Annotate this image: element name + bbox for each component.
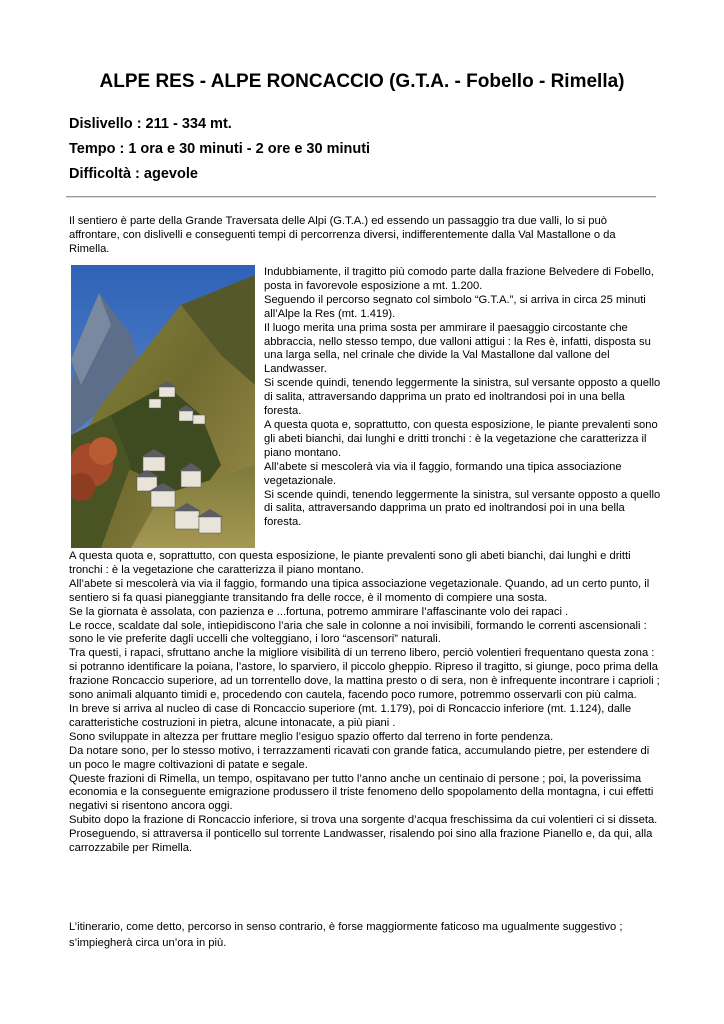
intro-text: Il sentiero è parte della Grande Traversata delle Alpi (G.T.A.) ed essendo un passaggio tra due valli, lo si può affrontare, con dislivelli e conseguenti tempi di percorrenza diversi, indifferentemente dalla Val Mastallone o da Rimella. bbox=[69, 215, 616, 255]
separator-line bbox=[66, 196, 656, 197]
body-paragraph: In breve si arriva al nucleo di case di Roncaccio superiore (mt. 1.179), poi di Roncaccio inferiore (mt. 1.124), dalle caratteristiche costruzioni in pietra, alcune intonacate, a più piani . bbox=[69, 702, 632, 729]
side-text bbox=[264, 266, 664, 530]
body-paragraph: Sono sviluppate in altezza per fruttare meglio l’esiguo spazio offerto dal terreno in forte pendenza. bbox=[69, 730, 554, 743]
page-title: ALPE RES - ALPE RONCACCIO (G.T.A. - Fobello - Rimella) bbox=[99, 71, 625, 92]
walking-time: Tempo : 1 ora e 30 minuti - 2 ore e 30 minuti bbox=[69, 141, 371, 157]
closing-paragraph bbox=[69, 908, 661, 962]
body-paragraph: Proseguendo, si attraversa il ponticello sul torrente Landwasser, risalendo poi sino alla frazione Pianello e, da qui, alla carrozzabile per Rimella. bbox=[69, 828, 653, 855]
side-paragraph: All’abete si mescolerà via via il faggio, formando una tipica associazione vegetazionale. bbox=[264, 460, 622, 487]
mountain-village-photo bbox=[71, 265, 255, 548]
side-paragraph: Indubbiamente, il tragitto più comodo parte dalla frazione Belvedere di Fobello, posta in favorevole esposizione a mt. 1.200. bbox=[264, 266, 654, 292]
body-paragraph: Queste frazioni di Rimella, un tempo, ospitavano per tutto l’anno anche un centinaio di persone ; poi, la poverissima economia e la conseguente emigrazione produssero il triste fenomeno dello spopolamento della montagna, i cui effetti negativi si risentono ancora oggi. bbox=[69, 772, 654, 813]
closing-text: L’itinerario, come detto, percorso in senso contrario, è forse maggiormente faticoso ma ugualmente suggestivo ; s’impiegherà circa un’ora in più. bbox=[69, 921, 623, 950]
body-paragraph: Se la giornata è assolata, con pazienza e ...fortuna, potremo ammirare l’affascinante volo dei rapaci . bbox=[69, 605, 569, 618]
body-paragraph: A questa quota e, soprattutto, con questa esposizione, le piante prevalenti sono gli abeti bianchi, dai lunghi e dritti tronchi : è la vegetazione che caratterizza il piano montano. bbox=[69, 550, 631, 576]
side-paragraph: Seguendo il percorso segnato col simbolo “G.T.A.”, si arriva in circa 25 minuti all’Alpe la Res (mt. 1.419). bbox=[264, 293, 646, 320]
route-info bbox=[69, 112, 370, 187]
body-paragraph: Subito dopo la frazione di Roncaccio inferiore, si trova una sorgente d’acqua freschissima da cui volentieri ci si disseta. bbox=[69, 814, 658, 827]
body-paragraph: Le rocce, scaldate dal sole, intiepidiscono l’aria che sale in colonne a noi invisibili, formando le correnti ascensionali : sono le vie preferite dagli uccelli che volteggiano, i loro “ascensori” naturali. bbox=[69, 619, 647, 646]
side-paragraph: Si scende quindi, tenendo leggermente la sinistra, sul versante opposto a quello di salita, attraversando dapprima un prato ed inoltrandosi poi in una bella foresta. bbox=[264, 488, 661, 529]
body-paragraph: All’abete si mescolerà via via il faggio, formando una tipica associazione vegetazionale. Quando, ad un certo punto, il sentiero si fa quasi pianeggiante transitando fra delle rocce, è il momento di compiere una sosta. bbox=[69, 577, 650, 604]
intro-paragraph bbox=[69, 214, 659, 256]
difficulty: Difficoltà : agevole bbox=[69, 166, 198, 182]
body-paragraph: Da notare sono, per lo stesso motivo, i terrazzamenti ricavati con grande fatica, accumulando pietre, per estendere di un poco le magre coltivazioni di patate e segale. bbox=[69, 744, 650, 771]
side-paragraph: A questa quota e, soprattutto, con questa esposizione, le piante prevalenti sono gli abeti bianchi, dai lunghi e dritti tronchi : è la vegetazione che caratterizza il piano montano. bbox=[264, 418, 658, 459]
side-paragraph: Si scende quindi, tenendo leggermente la sinistra, sul versante opposto a quello di salita, attraversando dapprima un prato ed inoltrandosi poi in una bella foresta. bbox=[264, 377, 661, 418]
side-paragraph: Il luogo merita una prima sosta per ammirare il paesaggio circostante che abbraccia, nello stesso tempo, due valloni attigui : la Res è, infatti, disposta su una larga sella, nel crinale che divide la Val Mastallone dal vallone del Landwasser. bbox=[264, 321, 651, 376]
body-paragraph: Tra questi, i rapaci, sfruttano anche la migliore visibilità di un terreno libero, perciò volentieri frequentano questa zona : si potranno identificare la poiana, l’astore, lo sparviero, il piccolo gheppio. Ripreso il tragitto, si giunge, poco prima della frazione Roncaccio superiore, ad un torrentello dove, la mattina presto o di sera, non è infrequente incontrare i caprioli ; sono animali alquanto timidi e, procedendo con cautela, facendo poco rumore, potremmo osservarli con più calma. bbox=[69, 647, 660, 702]
main-text bbox=[69, 550, 661, 856]
elevation-gain: Dislivello : 211 - 334 mt. bbox=[69, 116, 232, 132]
